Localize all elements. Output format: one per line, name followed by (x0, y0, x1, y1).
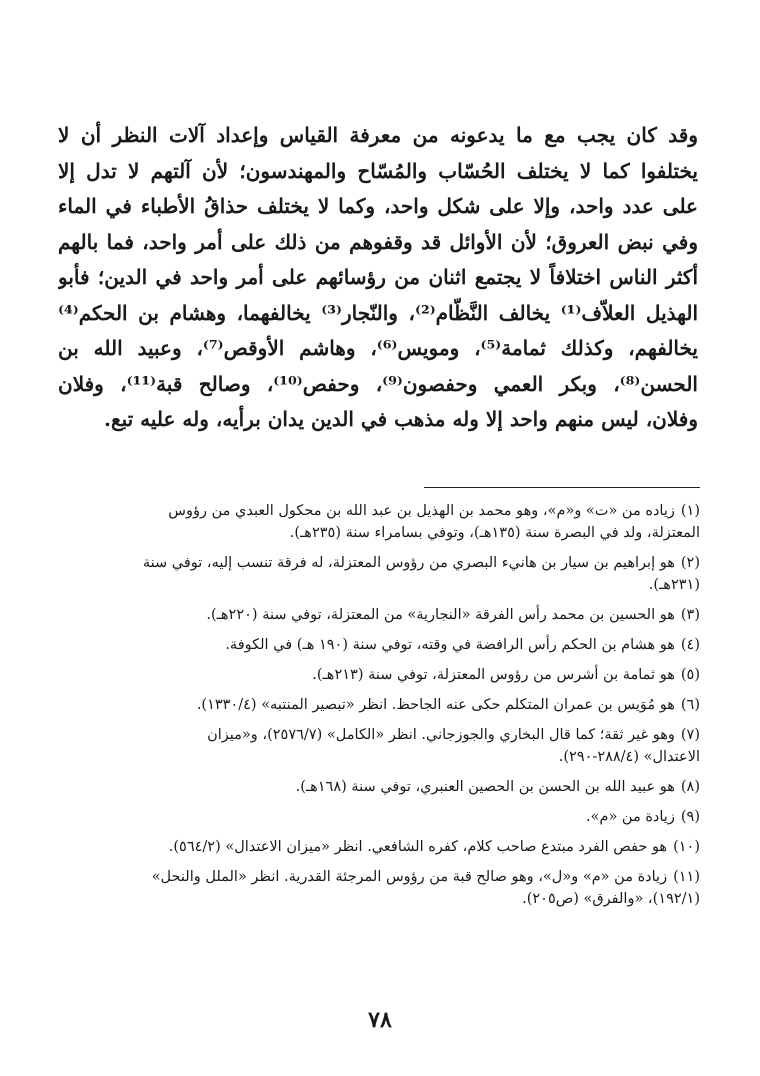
main-text-line: أكثر الناس اختلافاً لا يجتمع اثنان من رؤسائهم على أمر واحد في الدين؛ فأبو (58, 265, 698, 289)
footnote-text: هو هشام بن الحكم رأس الرافضة في وقته، توفي سنة (١٩٠ هـ) في الكوفة. (225, 637, 675, 653)
main-text (58, 118, 698, 438)
footnote (64, 634, 700, 656)
footnote-text: (٢٣١هـ). (648, 577, 700, 593)
footnote-number: (٢) (680, 555, 700, 571)
footnote-text: المعتزلة، ولد في البصرة سنة (١٣٥هـ)، وتوفي بسامراء سنة (٢٣٥هـ). (289, 525, 700, 541)
footnote (64, 836, 700, 858)
footnote-number: (٥) (680, 667, 700, 683)
footnote-number: (٨) (680, 779, 700, 795)
main-text-line: على عدد واحد، وإلا على شكل واحد، وكما لا يختلف حذاقُ الأطباء في الماء (58, 194, 698, 218)
main-text-line: الحسن⁽⁸⁾، وبكر العمي وحفصون⁽⁹⁾، وحفص⁽¹⁰⁾، وصالح قبة⁽¹¹⁾، وفلان (58, 371, 698, 396)
footnote-number: (٣) (680, 607, 700, 623)
footnote-number: (٦) (680, 697, 700, 713)
footnote-separator (424, 487, 700, 488)
main-text-line: وفلان، ليس منهم واحد إلا وله مذهب في الدين يدان برأيه، وله عليه تبع. (103, 407, 698, 431)
footnote-text: وهو غير ثقة؛ كما قال البخاري والجوزجاني. انظر «الكامل» (٢٥٧٦/٧)، و«ميزان (207, 727, 675, 743)
footnotes (64, 500, 700, 918)
main-text-line: يختلفوا كما لا يختلف الحُسّاب والمُسّاح والمهندسون؛ لأن آلتهم لا تدل إلا (58, 158, 698, 183)
footnote-number: (١١) (673, 869, 700, 885)
footnote-text: هو مُوَيس بن عمران المتكلم حكى عنه الجاحظ. انظر «تبصير المنتبه» (١٣٣٠/٤). (196, 697, 675, 713)
page-number: ٧٨ (368, 1007, 392, 1033)
footnote (64, 500, 700, 544)
footnote-text: هو حفص الفرد مبتدع صاحب كلام، كفره الشافعي. انظر «ميزان الاعتدال» (٥٦٤/٢). (168, 839, 668, 855)
footnote-text: هو الحسين بن محمد رأس الفرقة «النجارية» من المعتزلة، توفي سنة (٢٢٠هـ). (206, 607, 675, 623)
footnote-text: هو إبراهيم بن سيار بن هانيء البصري من رؤوس المعتزلة، له فرقة تنسب إليه، توفي سنة (142, 555, 675, 571)
footnote (64, 806, 700, 828)
footnote-number: (١٠) (673, 839, 700, 855)
footnote-text: زياده من «ت» و«م»، وهو محمد بن الهذيل بن عبد الله بن محكول العبدي من رؤوس (168, 503, 675, 519)
footnote (64, 724, 700, 768)
footnote (64, 664, 700, 686)
footnote (64, 776, 700, 798)
footnote-number: (٩) (680, 809, 700, 825)
footnote (64, 866, 700, 910)
footnote-text: (١٩٢/١)، «والفرق» (ص٢٠٥). (522, 891, 700, 907)
footnote-number: (٧) (680, 727, 700, 743)
footnote-text: زيادة من «م». (585, 809, 675, 825)
footnote-number: (٤) (680, 637, 700, 653)
footnote (64, 604, 700, 626)
main-text-line: وفي نبض العروق؛ لأن الأوائل قد وقفوهم من ذلك على أمر واحد، فما بالهم (58, 229, 698, 254)
footnote-text: الاعتدال» (٢٨٨/٤-٢٩٠). (558, 749, 700, 765)
main-text-line: وقد كان يجب مع ما يدعونه من معرفة القياس وإعداد آلات النظر أن لا (58, 123, 698, 147)
main-text-line: يخالفهم، وكذلك ثمامة⁽⁵⁾، ومويس⁽⁶⁾، وهاشم الأوقص⁽⁷⁾، وعبيد الله بن (58, 336, 698, 360)
footnote (64, 552, 700, 596)
footnote (64, 694, 700, 716)
footnote-number: (١) (680, 503, 700, 519)
footnote-text: هو ثمامة بن أشرس من رؤوس المعتزلة، توفي سنة (٢١٣هـ). (312, 667, 675, 683)
main-text-line: الهذيل العلاّف⁽¹⁾ يخالف النَّظّام⁽²⁾، والنّجار⁽³⁾ يخالفهما، وهشام بن الحكم⁽⁴⁾ (58, 300, 698, 325)
footnote-text: زيادة من «م» و«ل»، وهو صالح قبة من رؤوس المرجئة القدرية. انظر «الملل والنحل» (151, 869, 668, 885)
footnote-text: هو عبيد الله بن الحسن بن الحصين العنبري، توفي سنة (١٦٨هـ). (295, 779, 675, 795)
